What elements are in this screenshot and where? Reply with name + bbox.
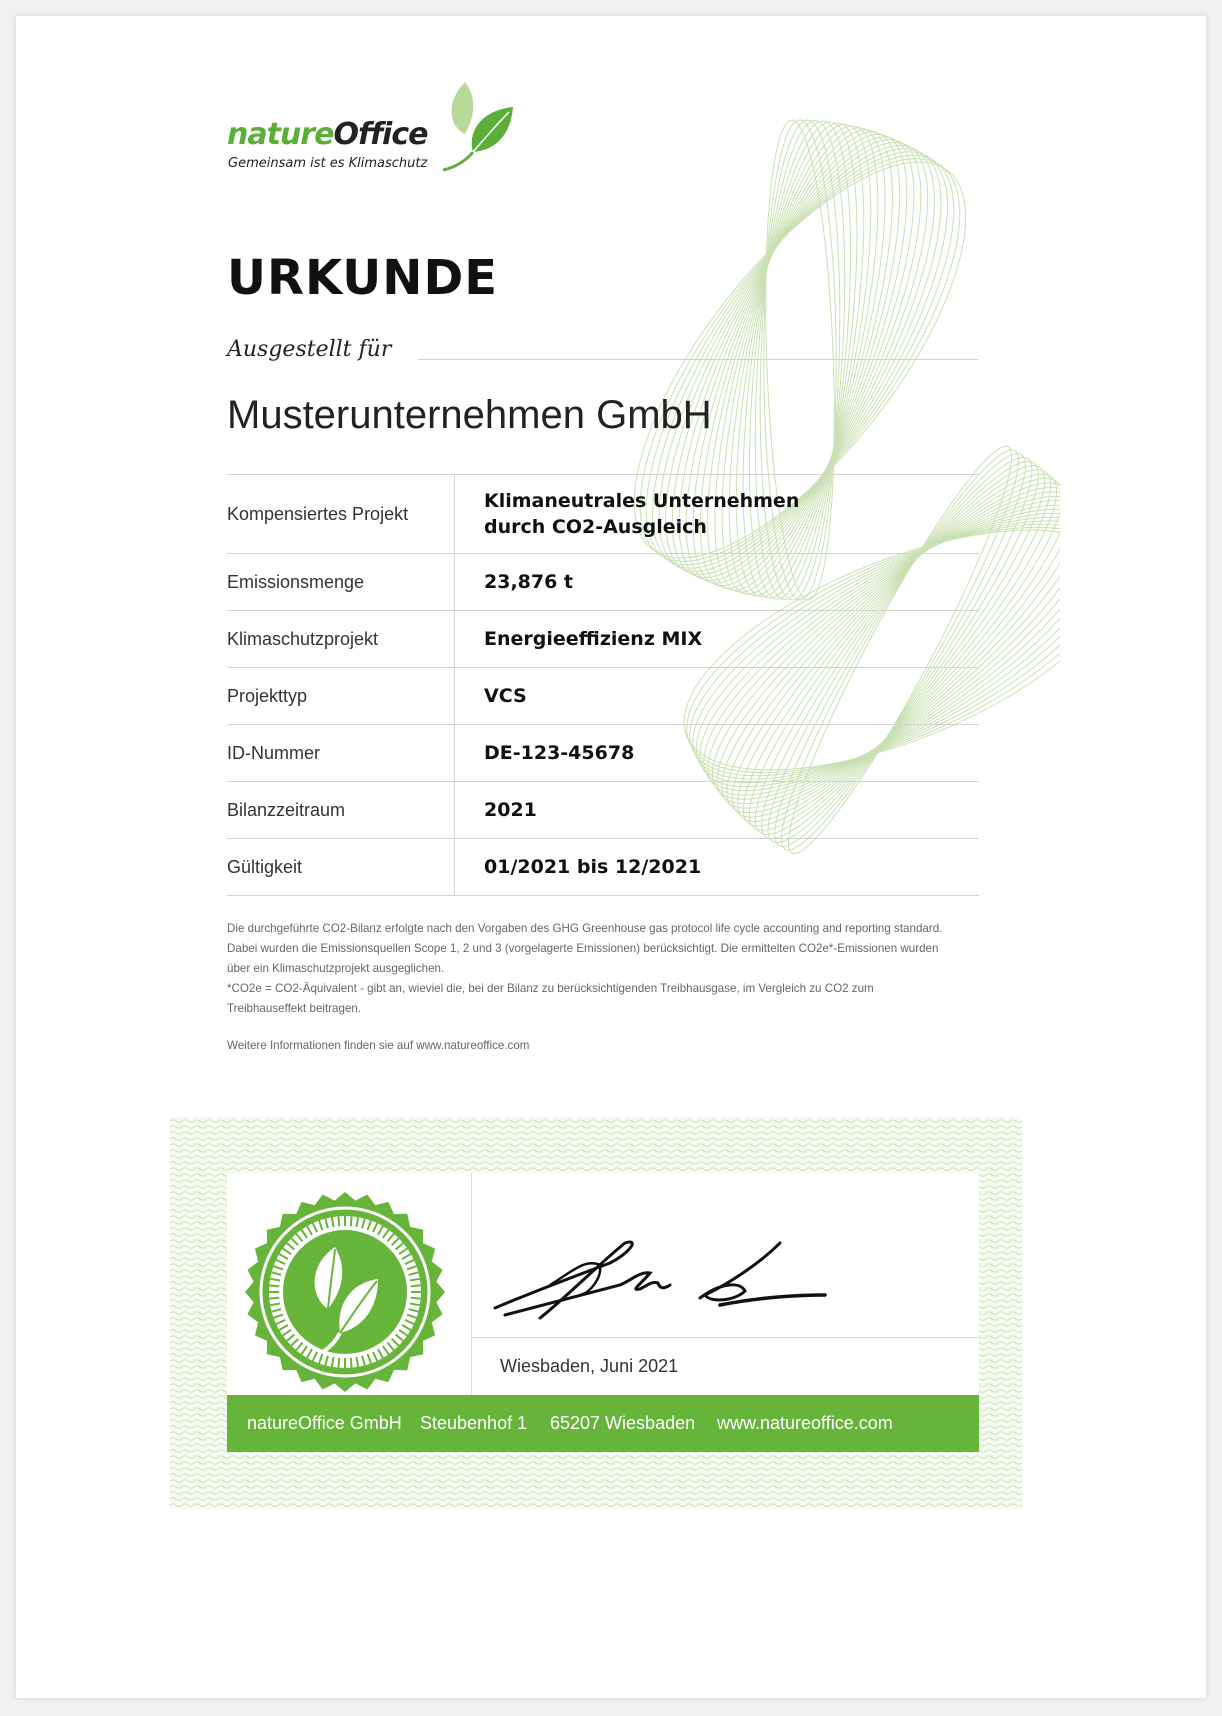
signature [490,1223,870,1333]
logo-wordmark: natureOffice [227,117,428,152]
row-value: 2021 [484,799,537,821]
row-value: Klimaneutrales Unternehmen durch CO2-Ausgleich [484,490,800,538]
row-value: 01/2021 bis 12/2021 [484,856,702,878]
note-footnote: *CO2e = CO2-Äquivalent - gibt an, wieviel die, bei der Bilanz zu berücksichtigenden Treibhausgase, im Vergleich zu CO2 zum Treibhauseffekt beitragen. [227,982,874,1015]
row-label: Gültigkeit [227,856,303,877]
table-row [227,838,979,896]
table-row [227,474,979,553]
more-info-text: Weitere Informationen finden sie auf www.natureoffice.com [227,1039,530,1052]
issued-for-line [418,359,978,360]
row-label: ID-Nummer [227,742,320,763]
table-row [227,553,979,610]
footer-bar [227,1395,979,1452]
row-label: Kompensiertes Projekt [227,503,409,524]
methodology-note [227,919,952,1019]
certificate-title: URKUNDE [227,250,499,306]
logo-tagline: Gemeinsam ist es Klimaschutz [228,156,428,171]
table-row [227,667,979,724]
panel-divider [471,1337,979,1338]
table-row [227,781,979,838]
footer-website-link[interactable]: www.natureoffice.com [717,1413,893,1433]
place-and-date: Wiesbaden, Juni 2021 [500,1356,679,1376]
company-name: Musterunternehmen GmbH [227,393,712,437]
natureoffice-logo [227,72,527,182]
footer-city: 65207 Wiesbaden [550,1413,696,1433]
row-label: Emissionsmenge [227,571,365,592]
row-label: Bilanzzeitraum [227,799,346,820]
leaf-icon [443,72,517,172]
issued-for-label: Ausgestellt für [227,337,392,362]
panel-divider [471,1173,472,1395]
footer-street: Steubenhof 1 [420,1413,528,1433]
leaf-seal-icon [240,1187,450,1397]
table-row [227,724,979,781]
table-row [227,610,979,667]
row-label: Projekttyp [227,685,308,706]
footer-company: natureOffice GmbH [247,1413,402,1433]
row-value: 23,876 t [484,571,574,593]
row-value: VCS [484,685,527,707]
details-table [227,474,979,896]
row-label: Klimaschutzprojekt [227,628,379,649]
note-paragraph: Die durchgeführte CO2-Bilanz erfolgte nach den Vorgaben des GHG Greenhouse gas protocol life cycle accounting and reporting standard. Dabei wurden die Emissionsquellen Scope 1, 2 und 3 (vorgelagerte Emissionen) berücksichtigt. Die ermittelten CO2e*-Emissionen wurden über ein Klimaschutzprojekt ausgeglichen. [227,922,943,975]
row-value: Energieeffizienz MIX [484,628,703,650]
row-value: DE-123-45678 [484,742,635,764]
